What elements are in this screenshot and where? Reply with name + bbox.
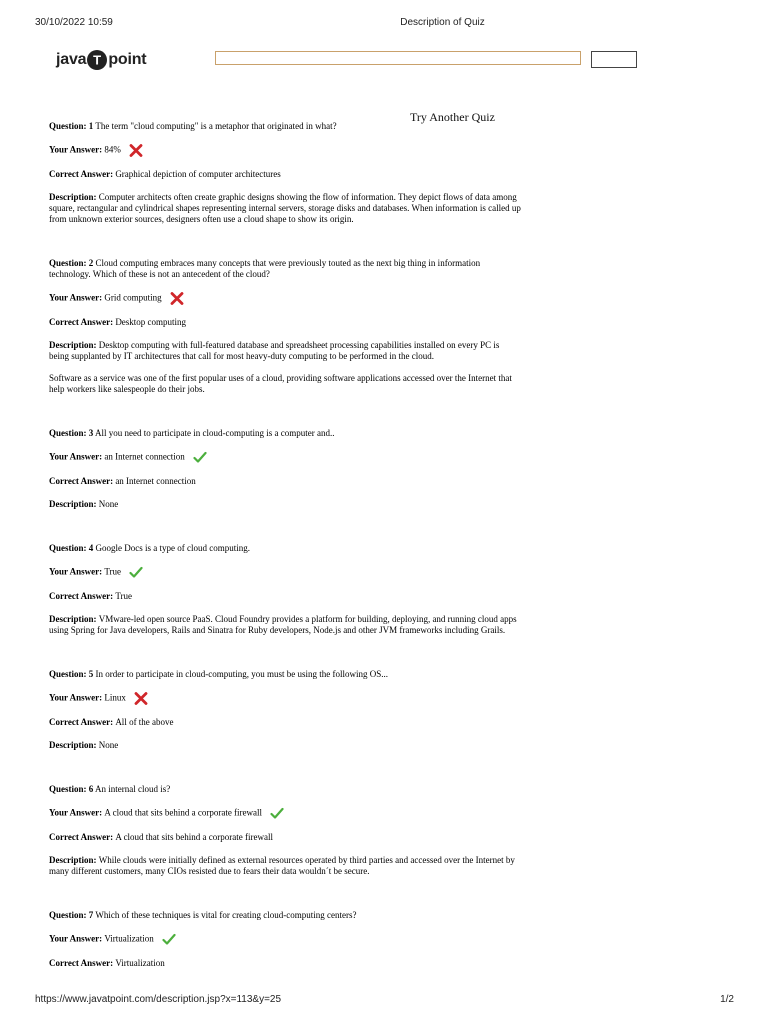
correct-answer-value: Graphical depiction of computer architectures bbox=[115, 169, 281, 179]
try-another-quiz-link[interactable]: Try Another Quiz bbox=[410, 110, 495, 124]
your-answer-label: Your Answer bbox=[49, 933, 100, 944]
logo-text-left: java bbox=[56, 51, 87, 68]
your-answer-line: Your Answer: Virtualization bbox=[49, 933, 521, 946]
question-block bbox=[49, 258, 521, 395]
question-text: The term "cloud computing" is a metaphor that originated in what? bbox=[95, 121, 337, 131]
description-line: Description: While clouds were initially defined as external resources operated by third parties and accessed over the Internet by many different customers, many CIOs resisted due to fears their data wouldn´t be secure. bbox=[49, 855, 515, 876]
print-page-number: 1/2 bbox=[720, 994, 734, 1005]
correct-answer-line: Correct Answer: Graphical depiction of computer architectures bbox=[49, 169, 281, 179]
correct-answer-label: Correct Answer bbox=[49, 317, 111, 327]
right-check-icon bbox=[162, 933, 176, 946]
description-line: Description: Computer architects often create graphic designs showing the flow of information. They depict flows of data among square, rectangular and cylindrical shapes representing internal servers, storage disks and databases. When information is called up from unknown exterior sources, designers often use a cloud shape to show its origin. bbox=[49, 192, 521, 224]
question-text: Google Docs is a type of cloud computing. bbox=[95, 543, 250, 553]
description-text: Computer architects often create graphic designs showing the flow of information. They depict flows of data among square, rectangular and cylindrical shapes representing internal servers, storage disks and databases. When information is called up from unknown exterior sources, designers often use a cloud shape to show its origin. bbox=[49, 192, 521, 224]
question-label: Question bbox=[49, 428, 84, 438]
question-line: Question: 6 An internal cloud is? bbox=[49, 784, 171, 794]
description-label: Description bbox=[49, 614, 94, 624]
wrong-cross-icon bbox=[170, 292, 184, 305]
question-block bbox=[49, 428, 521, 510]
your-answer-line: Your Answer: Linux bbox=[49, 692, 521, 705]
question-text: In order to participate in cloud-computing, you must be using the following OS... bbox=[95, 669, 388, 679]
question-text: Which of these techniques is vital for creating cloud-computing centers? bbox=[95, 910, 357, 920]
question-block bbox=[49, 543, 521, 636]
right-check-icon bbox=[193, 451, 207, 464]
print-header bbox=[0, 17, 768, 31]
your-answer-value: an Internet connection bbox=[104, 451, 185, 462]
print-datetime: 30/10/2022 10:59 bbox=[35, 17, 113, 28]
question-line: Question: 2 Cloud computing embraces many concepts that were previously touted as the next big thing in information technology. Which of these is not an antecedent of the cloud? bbox=[49, 258, 481, 279]
correct-answer-line: Correct Answer: All of the above bbox=[49, 717, 174, 727]
question-text: All you need to participate in cloud-computing is a computer and.. bbox=[95, 428, 335, 438]
description-extra: Software as a service was one of the first popular uses of a cloud, providing software applications accessed over the Internet that help workers like salespeople do their jobs. bbox=[49, 373, 512, 394]
print-footer bbox=[0, 994, 768, 1008]
your-answer-label: Your Answer bbox=[49, 692, 100, 703]
wrong-cross-icon bbox=[134, 692, 148, 705]
question-label: Question bbox=[49, 669, 84, 679]
your-answer-value: True bbox=[104, 566, 122, 577]
description-text: None bbox=[98, 740, 119, 750]
description-label: Description bbox=[49, 340, 94, 350]
description-text: While clouds were initially defined as external resources operated by third parties and accessed over the Internet by many different customers, many CIOs resisted due to fears their data wouldn´t be secure. bbox=[49, 855, 515, 876]
correct-answer-line: Correct Answer: Desktop computing bbox=[49, 317, 187, 327]
logo-badge-letter: T bbox=[93, 52, 102, 68]
correct-answer-value: an Internet connection bbox=[115, 476, 196, 486]
question-line: Question: 1 The term "cloud computing" is a metaphor that originated in what? bbox=[49, 121, 337, 131]
correct-answer-line: Correct Answer: an Internet connection bbox=[49, 476, 196, 486]
your-answer-line: Your Answer: Grid computing bbox=[49, 292, 521, 305]
your-answer-label: Your Answer bbox=[49, 292, 100, 303]
description-label: Description bbox=[49, 192, 94, 202]
question-line: Question: 3 All you need to participate in cloud-computing is a computer and.. bbox=[49, 428, 335, 438]
correct-answer-value: All of the above bbox=[115, 717, 174, 727]
correct-answer-label: Correct Answer bbox=[49, 591, 111, 601]
correct-answer-line: Correct Answer: A cloud that sits behind a corporate firewall bbox=[49, 832, 274, 842]
your-answer-value: Virtualization bbox=[104, 933, 154, 944]
your-answer-line: Your Answer: A cloud that sits behind a corporate firewall bbox=[49, 807, 521, 820]
print-page-title: Description of Quiz bbox=[400, 17, 485, 28]
description-line: Description: None bbox=[49, 740, 119, 750]
question-line: Question: 4 Google Docs is a type of cloud computing. bbox=[49, 543, 250, 553]
description-text: VMware-led open source PaaS. Cloud Foundry provides a platform for building, deploying, and running cloud apps using Spring for Java developers, Rails and Sinatra for Ruby developers, Node.js and other JVM frameworks including Grails. bbox=[49, 614, 517, 635]
your-answer-line: Your Answer: 84% bbox=[49, 144, 521, 157]
correct-answer-label: Correct Answer bbox=[49, 717, 111, 727]
question-block bbox=[49, 784, 521, 877]
question-label: Question bbox=[49, 543, 84, 553]
correct-answer-value: Desktop computing bbox=[115, 317, 187, 327]
question-number: 7 bbox=[88, 910, 94, 920]
your-answer-value: Grid computing bbox=[104, 292, 162, 303]
correct-answer-label: Correct Answer bbox=[49, 958, 111, 968]
description-label: Description bbox=[49, 855, 94, 865]
question-label: Question bbox=[49, 910, 84, 920]
question-line: Question: 7 Which of these techniques is vital for creating cloud-computing centers? bbox=[49, 910, 357, 920]
javatpoint-logo[interactable] bbox=[56, 48, 146, 72]
search-button[interactable] bbox=[591, 51, 637, 68]
question-label: Question bbox=[49, 258, 84, 268]
description-label: Description bbox=[49, 499, 94, 509]
question-number: 3 bbox=[88, 428, 94, 438]
your-answer-label: Your Answer bbox=[49, 807, 100, 818]
right-check-icon bbox=[270, 807, 284, 820]
correct-answer-value: A cloud that sits behind a corporate firewall bbox=[115, 832, 274, 842]
your-answer-value: 84% bbox=[104, 144, 121, 155]
search-input[interactable] bbox=[215, 51, 581, 65]
correct-answer-label: Correct Answer bbox=[49, 169, 111, 179]
question-number: 4 bbox=[88, 543, 94, 553]
question-number: 5 bbox=[88, 669, 94, 679]
question-number: 2 bbox=[88, 258, 94, 268]
wrong-cross-icon bbox=[129, 144, 143, 157]
right-check-icon bbox=[129, 566, 143, 579]
logo-text-right: point bbox=[108, 51, 147, 68]
question-label: Question bbox=[49, 121, 84, 131]
description-line: Description: Desktop computing with full-featured database and spreadsheet processing capabilities installed on every PC is being supplanted by IT architectures that call for most heavy-duty computing to be performed in the cloud. bbox=[49, 340, 500, 361]
question-text: Cloud computing embraces many concepts that were previously touted as the next big thing in information technology. Which of these is not an antecedent of the cloud? bbox=[49, 258, 481, 279]
quiz-results bbox=[49, 121, 521, 1002]
correct-answer-label: Correct Answer bbox=[49, 476, 111, 486]
your-answer-label: Your Answer bbox=[49, 566, 100, 577]
your-answer-line: Your Answer: True bbox=[49, 566, 521, 579]
correct-answer-value: True bbox=[115, 591, 132, 601]
your-answer-line: Your Answer: an Internet connection bbox=[49, 451, 521, 464]
your-answer-value: Linux bbox=[104, 692, 126, 703]
correct-answer-value: Virtualization bbox=[115, 958, 165, 968]
question-block bbox=[49, 121, 521, 225]
question-block bbox=[49, 669, 521, 751]
description-line: Description: None bbox=[49, 499, 119, 509]
description-text: None bbox=[98, 499, 119, 509]
question-label: Question bbox=[49, 784, 84, 794]
description-line: Description: VMware-led open source PaaS. Cloud Foundry provides a platform for building, deploying, and running cloud apps using Spring for Java developers, Rails and Sinatra for Ruby developers, Node.js and other JVM frameworks including Grails. bbox=[49, 614, 517, 635]
question-line: Question: 5 In order to participate in cloud-computing, you must be using the following OS... bbox=[49, 669, 388, 679]
logo-t-badge-icon bbox=[87, 50, 107, 70]
question-number: 1 bbox=[88, 121, 94, 131]
your-answer-value: A cloud that sits behind a corporate firewall bbox=[104, 807, 263, 818]
your-answer-label: Your Answer bbox=[49, 451, 100, 462]
correct-answer-line: Correct Answer: True bbox=[49, 591, 132, 601]
description-label: Description bbox=[49, 740, 94, 750]
question-block bbox=[49, 910, 521, 969]
question-text: An internal cloud is? bbox=[95, 784, 171, 794]
print-url: https://www.javatpoint.com/description.jsp?x=113&y=25 bbox=[35, 994, 282, 1005]
your-answer-label: Your Answer bbox=[49, 144, 100, 155]
correct-answer-label: Correct Answer bbox=[49, 832, 111, 842]
description-text: Desktop computing with full-featured database and spreadsheet processing capabilities installed on every PC is being supplanted by IT architectures that call for most heavy-duty computing to be performed in the cloud. bbox=[49, 340, 500, 361]
correct-answer-line: Correct Answer: Virtualization bbox=[49, 958, 165, 968]
question-number: 6 bbox=[88, 784, 94, 794]
